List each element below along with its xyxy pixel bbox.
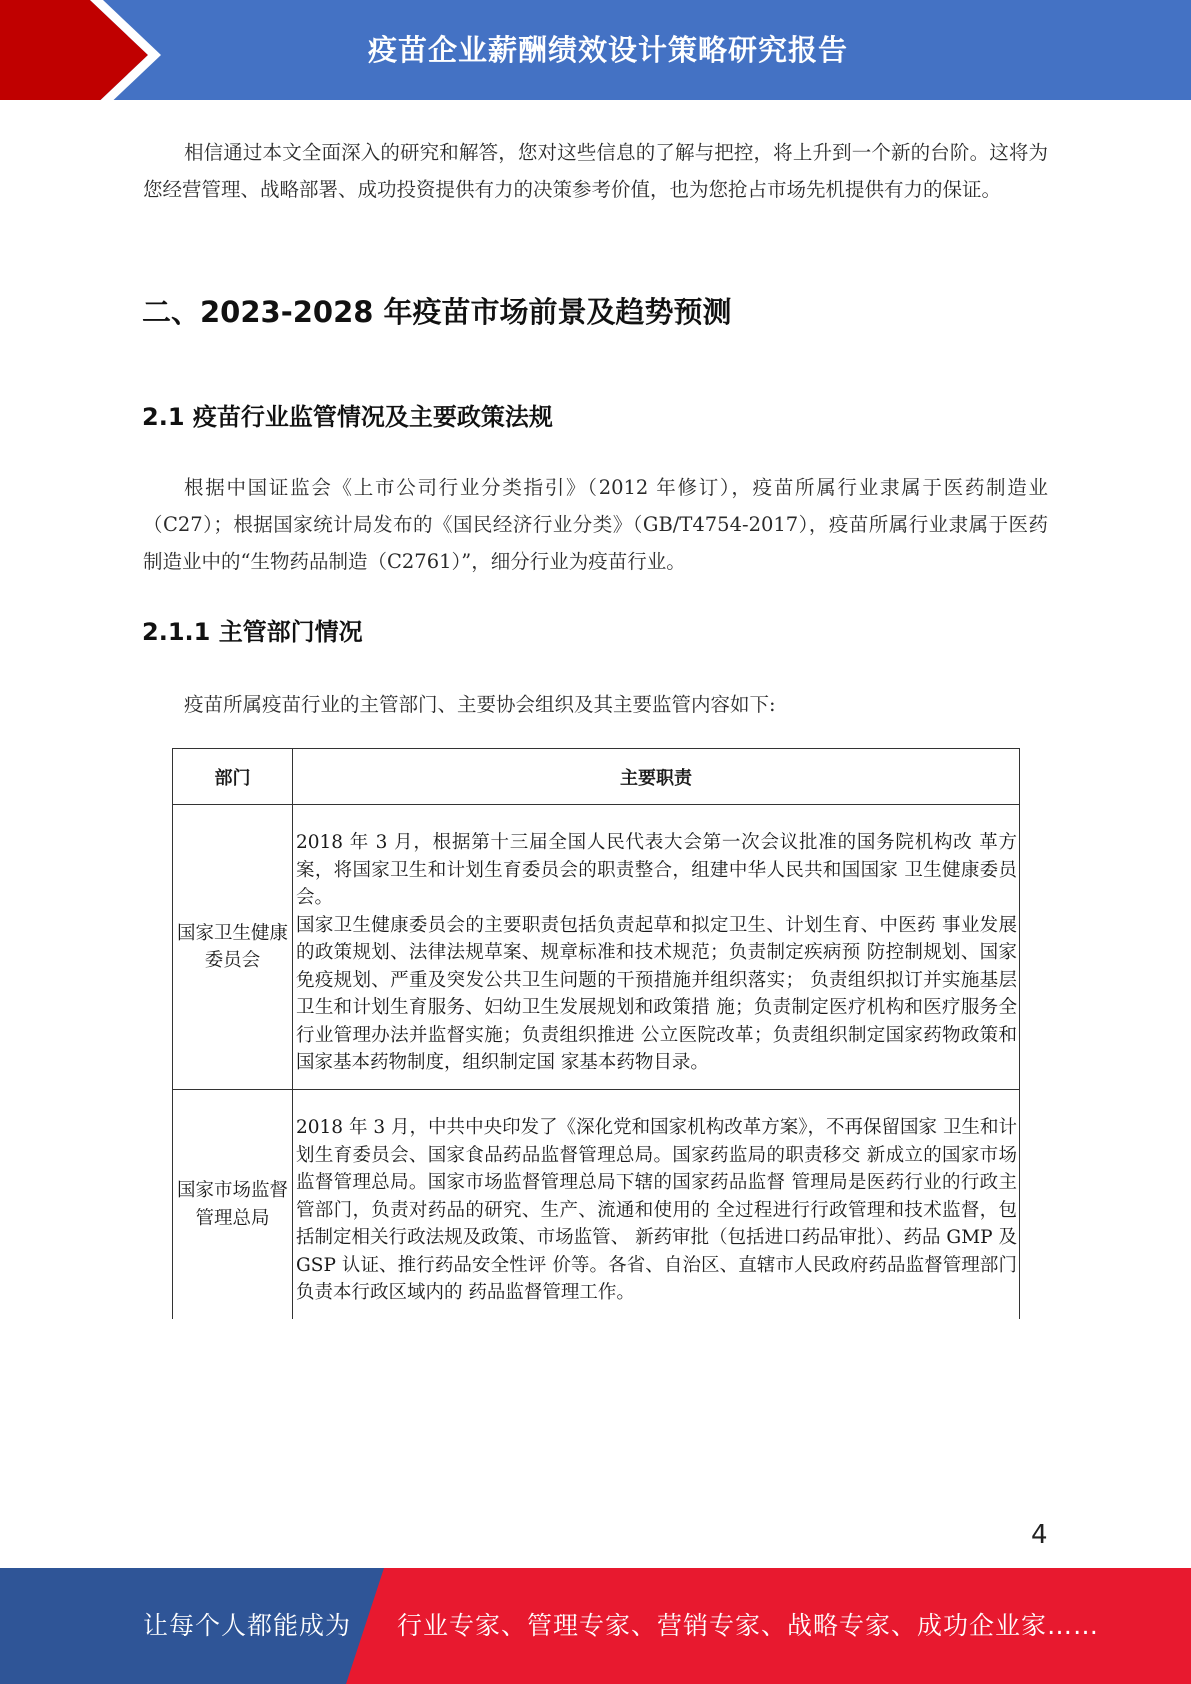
section-heading: 二、2023-2028 年疫苗市场前景及趋势预测 [142,295,732,329]
regulator-duties-table [172,748,1020,1319]
subsection-heading-2-1-1: 2.1.1 主管部门情况 [142,618,363,646]
table-intro-paragraph: 疫苗所属疫苗行业的主管部门、主要协会组织及其主要监管内容如下: [184,693,776,716]
footer-slogan-right: 行业专家、管理专家、营销专家、战略专家、成功企业家…… [397,1611,1100,1640]
table-row [173,805,1020,1090]
duties-cell [293,805,1020,1090]
page-number: 4 [1031,1520,1048,1550]
table-header-row [173,749,1020,805]
subsection-heading-2-1: 2.1 疫苗行业监管情况及主要政策法规 [142,403,553,431]
duties-cell [293,1090,1020,1320]
duty-text: 国家卫生健康委员会的主要职责包括负责起草和拟定卫生、计划生育、中医药 事业发展的政策规划、法律法规草案、规章标准和技术规范；负责制定疾病预 防控制规划、国家免疫规划、严重及突发公共卫生问题的干预措施并组织落实； 负责组织拟订并实施基层卫生和计划生育服务、妇幼卫生发展规划和政策措 施；负责制定医疗机构和医疗服务全行业管理办法并监督实施；负责组织推进 公立医院改革；负责组织制定国家药物政策和国家基本药物制度，组织制定国 家基本药物目录。 [296,914,1017,1074]
column-header-department: 部门 [173,749,293,805]
table-row [173,1090,1020,1320]
duty-text: 2018 年 3 月，根据第十三届全国人民代表大会第一次会议批准的国务院机构改 革方案，将国家卫生和计划生育委员会的职责整合，组建中华人民共和国国家 卫生健康委员会。 [296,832,1017,909]
footer-slogan-left: 让每个人都能成为 [143,1611,352,1640]
industry-classification-paragraph: 根据中国证监会《上市公司行业分类指引》（2012 年修订），疫苗所属行业隶属于医药制造业（C27）；根据国家统计局发布的《国民经济行业分类》（GB/T4754-2017），疫苗所属行业隶属于医药制造业中的“生物药品制造（C2761）”，细分行业为疫苗行业。 [143,476,1048,573]
intro-paragraph: 相信通过本文全面深入的研究和解答，您对这些信息的了解与把控，将上升到一个新的台阶。这将为您经营管理、战略部署、成功投资提供有力的决策参考价值，也为您抢占市场先机提供有力的保证。 [143,141,1048,201]
duty-text: 2018 年 3 月，中共中央印发了《深化党和国家机构改革方案》，不再保留国家 卫生和计划生育委员会、国家食品药品监督管理总局。国家药监局的职责移交 新成立的国家市场监督管理总局。国家市场监督管理总局下辖的国家药品监督 管理局是医药行业的行政主管部门，负责对药品的研究、生产、流通和使用的 全过程进行行政管理和技术监督，包括制定相关行政法规及政策、市场监管、 新药审批（包括进口药品审批）、药品 GMP 及 GSP 认证、推行药品安全性评 价等。各省、自治区、直辖市人民政府药品监督管理部门负责本行政区域内的 药品监督管理工作。 [296,1117,1017,1304]
page-footer [0,1568,1191,1684]
report-title: 疫苗企业薪酬绩效设计策略研究报告 [367,33,848,67]
page-header [0,0,1191,110]
department-cell: 国家市场监督管理总局 [173,1090,293,1320]
column-header-duties: 主要职责 [293,749,1020,805]
department-cell: 国家卫生健康委员会 [173,805,293,1090]
